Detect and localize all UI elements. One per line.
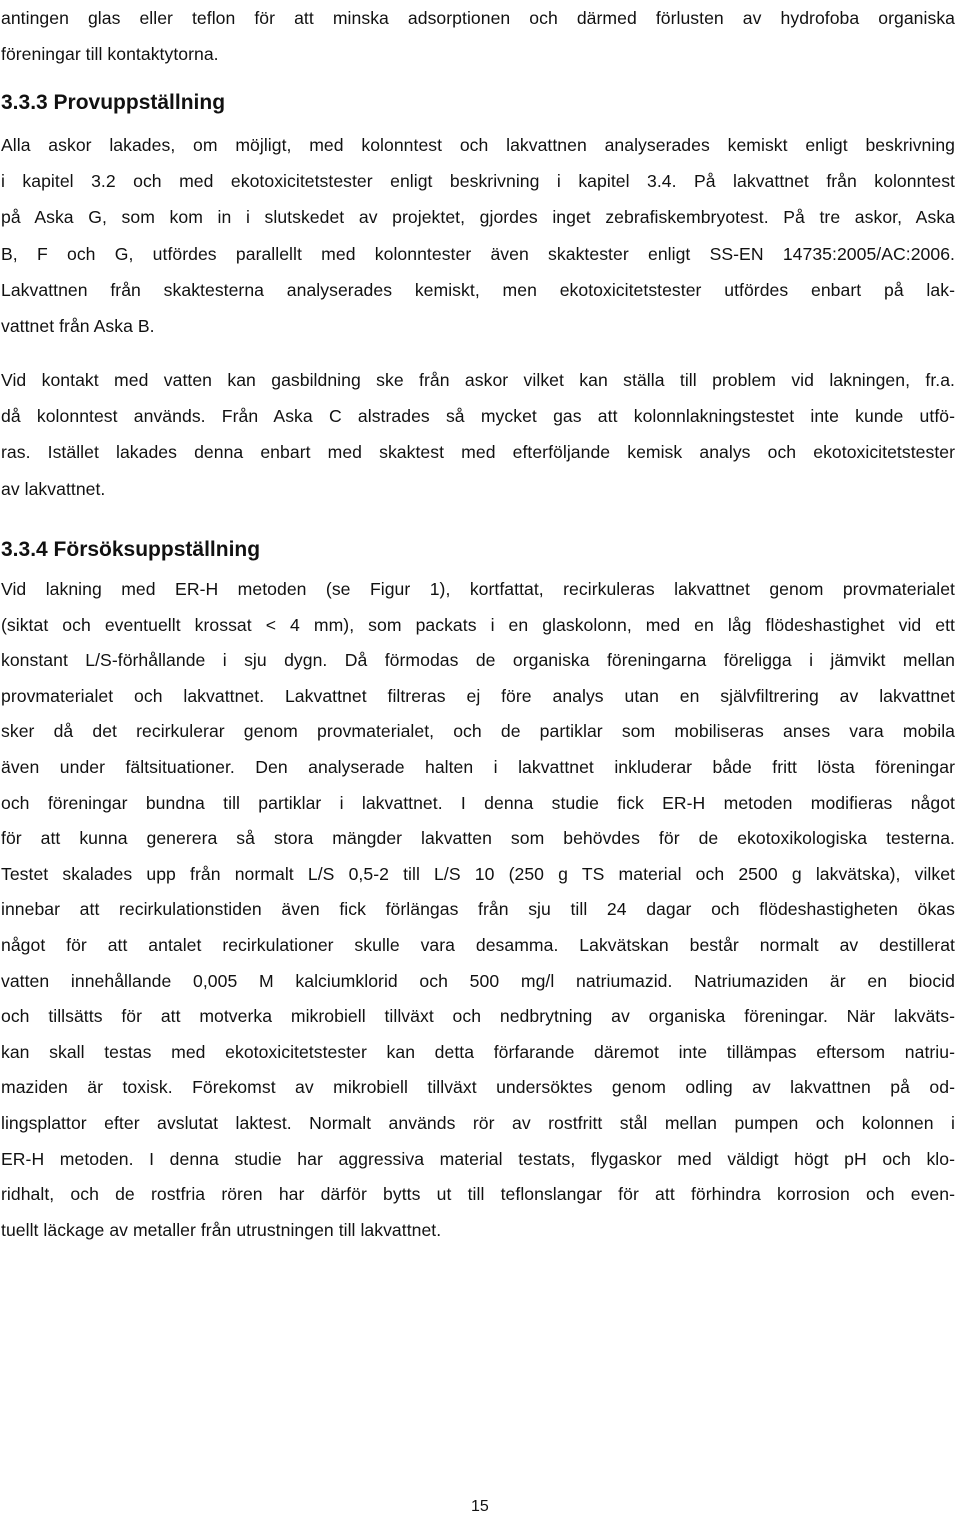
paragraph-line: på Aska G, som kom in i slutskedet av projektet, gjordes inget zebrafiskembryotest. På tre askor, Aska [1,207,955,228]
paragraph-line: innebar att recirkulationstiden även fick förlängas från sju till 24 dagar och flödeshastigheten ökas [1,899,955,920]
paragraph-line: och tillsätts för att motverka mikrobiell tillväxt och nedbrytning av organiska föreningar. När lakväts- [1,1006,955,1027]
paragraph-line: då kolonntest används. Från Aska C alstrades så mycket gas att kolonnlakningstestet inte kunde utfö- [1,406,955,427]
paragraph-line: vatten innehållande 0,005 M kalciumklorid och 500 mg/l natriumazid. Natriumaziden är en biocid [1,970,955,991]
paragraph-line: tuellt läckage av metaller från utrustningen till lakvattnet. [1,1219,442,1240]
paragraph-line: i kapitel 3.2 och med ekotoxicitetstester enligt beskrivning i kapitel 3.4. På lakvattnet från kolonntest [1,171,955,192]
paragraph-line: Vid kontakt med vatten kan gasbildning ske från askor vilket kan ställa till problem vid lakningen, fr.a. [1,370,955,390]
paragraph-line: konstant L/S-förhållande i sju dygn. Då förmodas de organiska föreningarna föreligga i jämvikt mellan [1,650,955,671]
paragraph-line: sker då det recirkulerar genom provmaterialet, och de partiklar som mobiliseras anses vara mobila [1,721,955,742]
page-number: 15 [471,1498,489,1515]
provuppstallning-paragraph-1 [1,127,955,344]
paragraph-line: ER-H metoden. I denna studie har aggressiva material testats, flygaskor med väldigt högt pH och klo- [1,1148,955,1169]
paragraph-line: B, F och G, utfördes parallellt med kolonntester även skaktester enligt SS-EN 14735:2005/AC:2006. [1,243,955,264]
paragraph-line: för att kunna generera så stora mängder lakvatten som behövdes för de ekotoxikologiska testerna. [1,828,955,849]
paragraph-line: ridhalt, och de rostfria rören har därför bytts ut till teflonslangar för att förhindra korrosion och even- [1,1184,955,1205]
section-heading-provuppstallning: 3.3.3 Provuppställning [1,91,226,114]
paragraph-line: kan skall testas med ekotoxicitetstester kan detta förfarande däremot inte tillämpas eftersom natriu- [1,1041,955,1062]
paragraph-line: Lakvattnen från skaktesterna analyserades kemiskt, men ekotoxicitetstester utfördes enbart på lak- [1,279,955,300]
paragraph-line: Testet skalades upp från normalt L/S 0,5-2 till L/S 10 (250 g TS material och 2500 g lakvätska), vilket [1,863,955,884]
paragraph-line: provmaterialet och lakvattnet. Lakvattnet filtreras ej före analys utan en självfiltrering av lakvattnet [1,685,955,706]
paragraph-line: (siktat och eventuellt krossat < 4 mm), som packats i en glaskolonn, med en låg flödeshastighet vid ett [1,614,955,635]
paragraph-line: något för att antalet recirkulationer skulle vara desamma. Lakvätskan består normalt av destillerat [1,934,955,955]
paragraph-line: Alla askor lakades, om möjligt, med kolonntest och lakvattnen analyserades kemiskt enligt beskrivning [1,135,955,155]
paragraph-line: ras. Istället lakades denna enbart med skaktest med efterföljande kemisk analys och ekotoxicitetstester [1,442,955,463]
paragraph-line: av lakvattnet. [1,478,106,499]
forsoksuppstallning-paragraph [1,572,955,1248]
paragraph-line: och föreningar bundna till partiklar i lakvattnet. I denna studie fick ER-H metoden modifieras något [1,792,955,813]
section-heading-forsoksuppstallning: 3.3.4 Försöksuppställning [1,538,261,561]
provuppstallning-paragraph-2 [1,362,955,507]
paragraph-line: antingen glas eller teflon för att minska adsorptionen och därmed förlusten av hydrofoba organiska [1,8,955,28]
paragraph-line: föreningar till kontaktytorna. [1,44,219,64]
paragraph-line: lingsplattor efter avslutat laktest. Normalt används rör av rostfritt stål mellan pumpen och kolonnen i [1,1112,955,1133]
paragraph-line: Vid lakning med ER-H metoden (se Figur 1), kortfattat, recirkuleras lakvattnet genom provmaterialet [1,579,955,599]
paragraph-line: vattnet från Aska B. [1,316,155,337]
intro-paragraph [1,0,955,72]
paragraph-line: även under fältsituationer. Den analyserade halten i lakvattnet inkluderar både fritt lösta föreningar [1,756,955,777]
paragraph-line: maziden är toxisk. Förekomst av mikrobiell tillväxt undersöktes genom odling av lakvattnen på od- [1,1077,955,1098]
